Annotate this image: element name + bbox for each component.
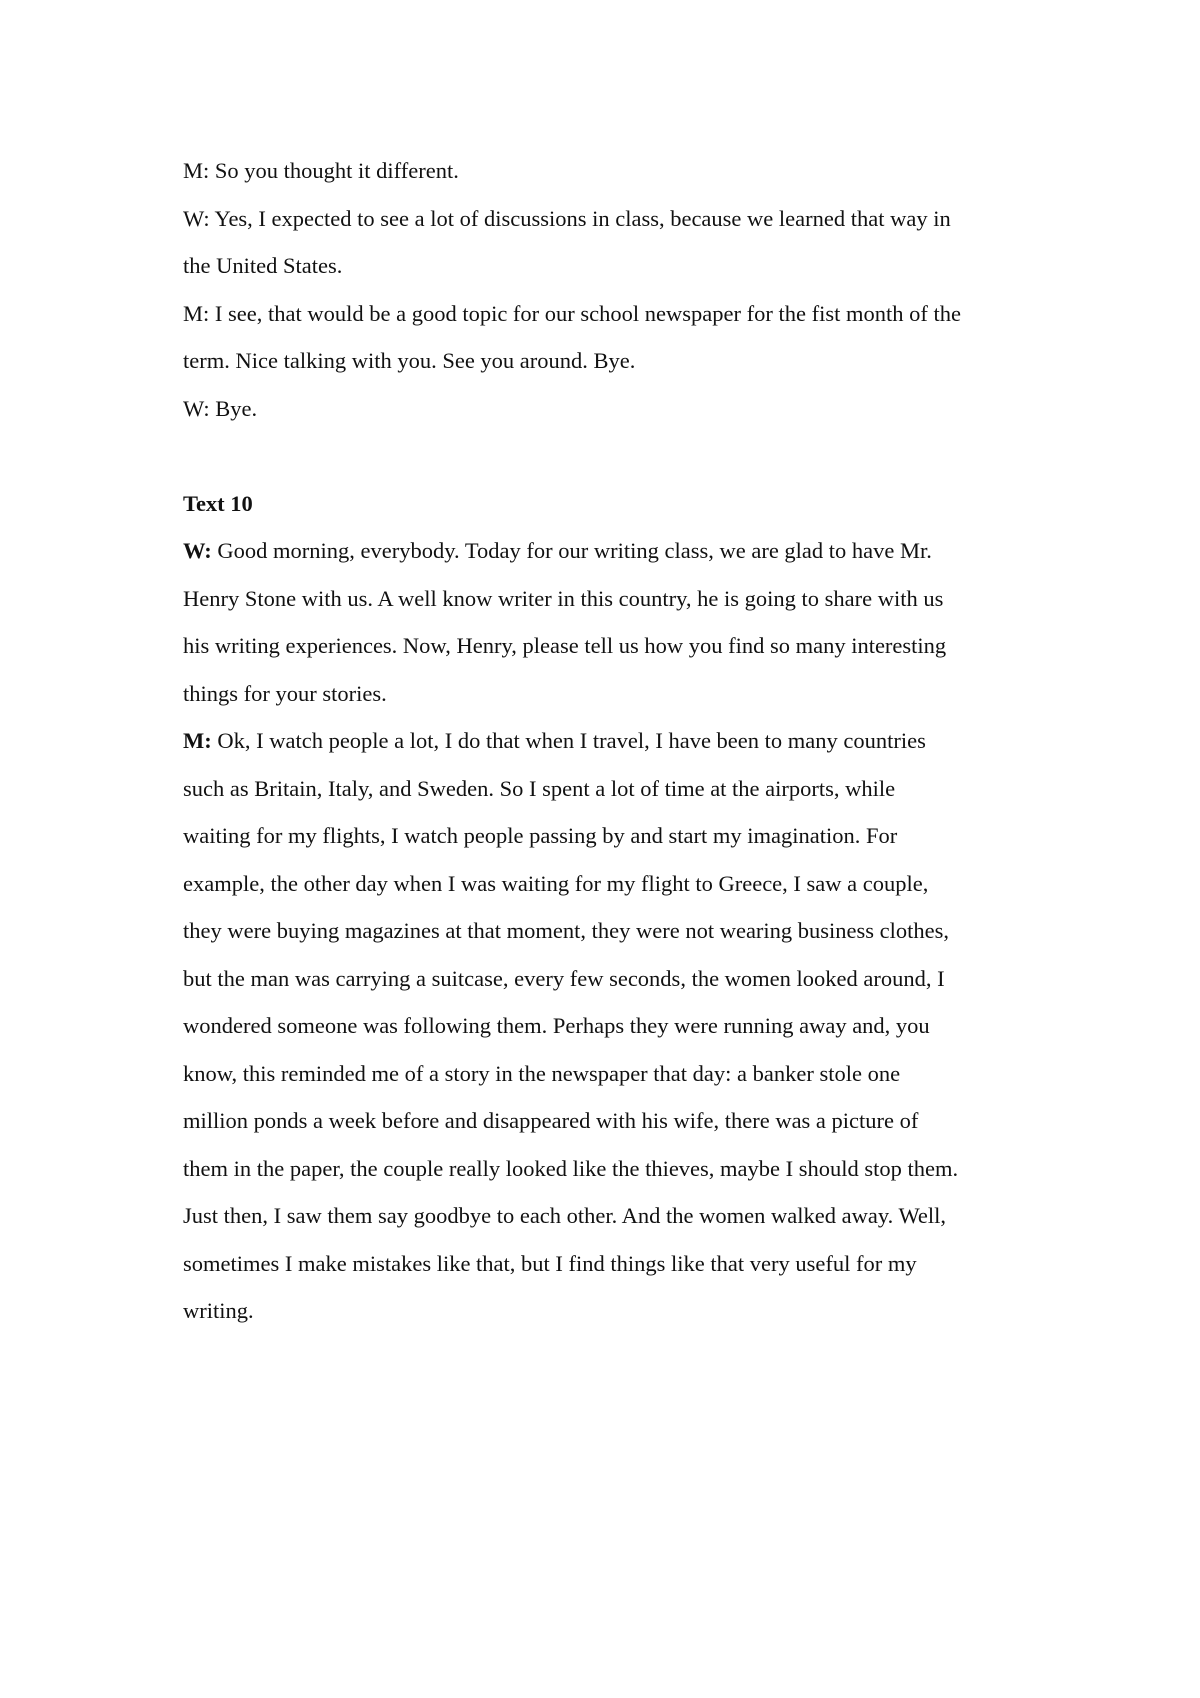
dialogue-line: M: So you thought it different. (183, 158, 459, 183)
dialogue-line: example, the other day when I was waiting for my flight to Greece, I saw a couple, (183, 870, 929, 896)
dialogue-line (183, 717, 1043, 765)
dialogue-line: the United States. (183, 253, 343, 278)
dialogue-line: million ponds a week before and disappeared with his wife, there was a picture of (183, 1108, 919, 1133)
dialogue-line: W: Bye. (183, 395, 258, 421)
paragraph-gap (183, 432, 1043, 480)
dialogue-line: his writing experiences. Now, Henry, please tell us how you find so many interesting (183, 633, 947, 658)
dialogue-line: Just then, I saw them say goodbye to each other. And the women walked away. Well, (183, 1203, 947, 1228)
dialogue-line: wondered someone was following them. Perhaps they were running away and, you (183, 1013, 930, 1038)
dialogue-line: sometimes I make mistakes like that, but I find things like that very useful for my (183, 1250, 917, 1276)
dialogue-line: Henry Stone with us. A well know writer in this country, he is going to share with us (183, 585, 944, 611)
dialogue-line: know, this reminded me of a story in the newspaper that day: a banker stole one (183, 1060, 901, 1086)
dialogue-text: Ok, I watch people a lot, I do that when I travel, I have been to many countries (211, 728, 926, 753)
transcript-body (183, 147, 1043, 1335)
dialogue-line (183, 527, 1043, 575)
section-heading: Text 10 (183, 490, 253, 516)
speaker-label-m: M: (183, 728, 212, 753)
dialogue-line: writing. (183, 1298, 254, 1323)
dialogue-line: things for your stories. (183, 680, 387, 706)
dialogue-line: such as Britain, Italy, and Sweden. So I spent a lot of time at the airports, while (183, 775, 896, 801)
dialogue-line: them in the paper, the couple really looked like the thieves, maybe I should stop them. (183, 1155, 959, 1181)
dialogue-line: M: I see, that would be a good topic for our school newspaper for the fist month of the (183, 300, 961, 326)
dialogue-line: they were buying magazines at that moment, they were not wearing business clothes, (183, 918, 950, 943)
dialogue-line: term. Nice talking with you. See you around. Bye. (183, 348, 636, 373)
dialogue-text: Good morning, everybody. Today for our writing class, we are glad to have Mr. (211, 538, 932, 563)
dialogue-line: but the man was carrying a suitcase, every few seconds, the women looked around, I (183, 965, 945, 991)
speaker-label-w: W: (183, 538, 212, 563)
dialogue-line: waiting for my flights, I watch people passing by and start my imagination. For (183, 823, 898, 848)
dialogue-line: W: Yes, I expected to see a lot of discussions in class, because we learned that way in (183, 205, 951, 231)
